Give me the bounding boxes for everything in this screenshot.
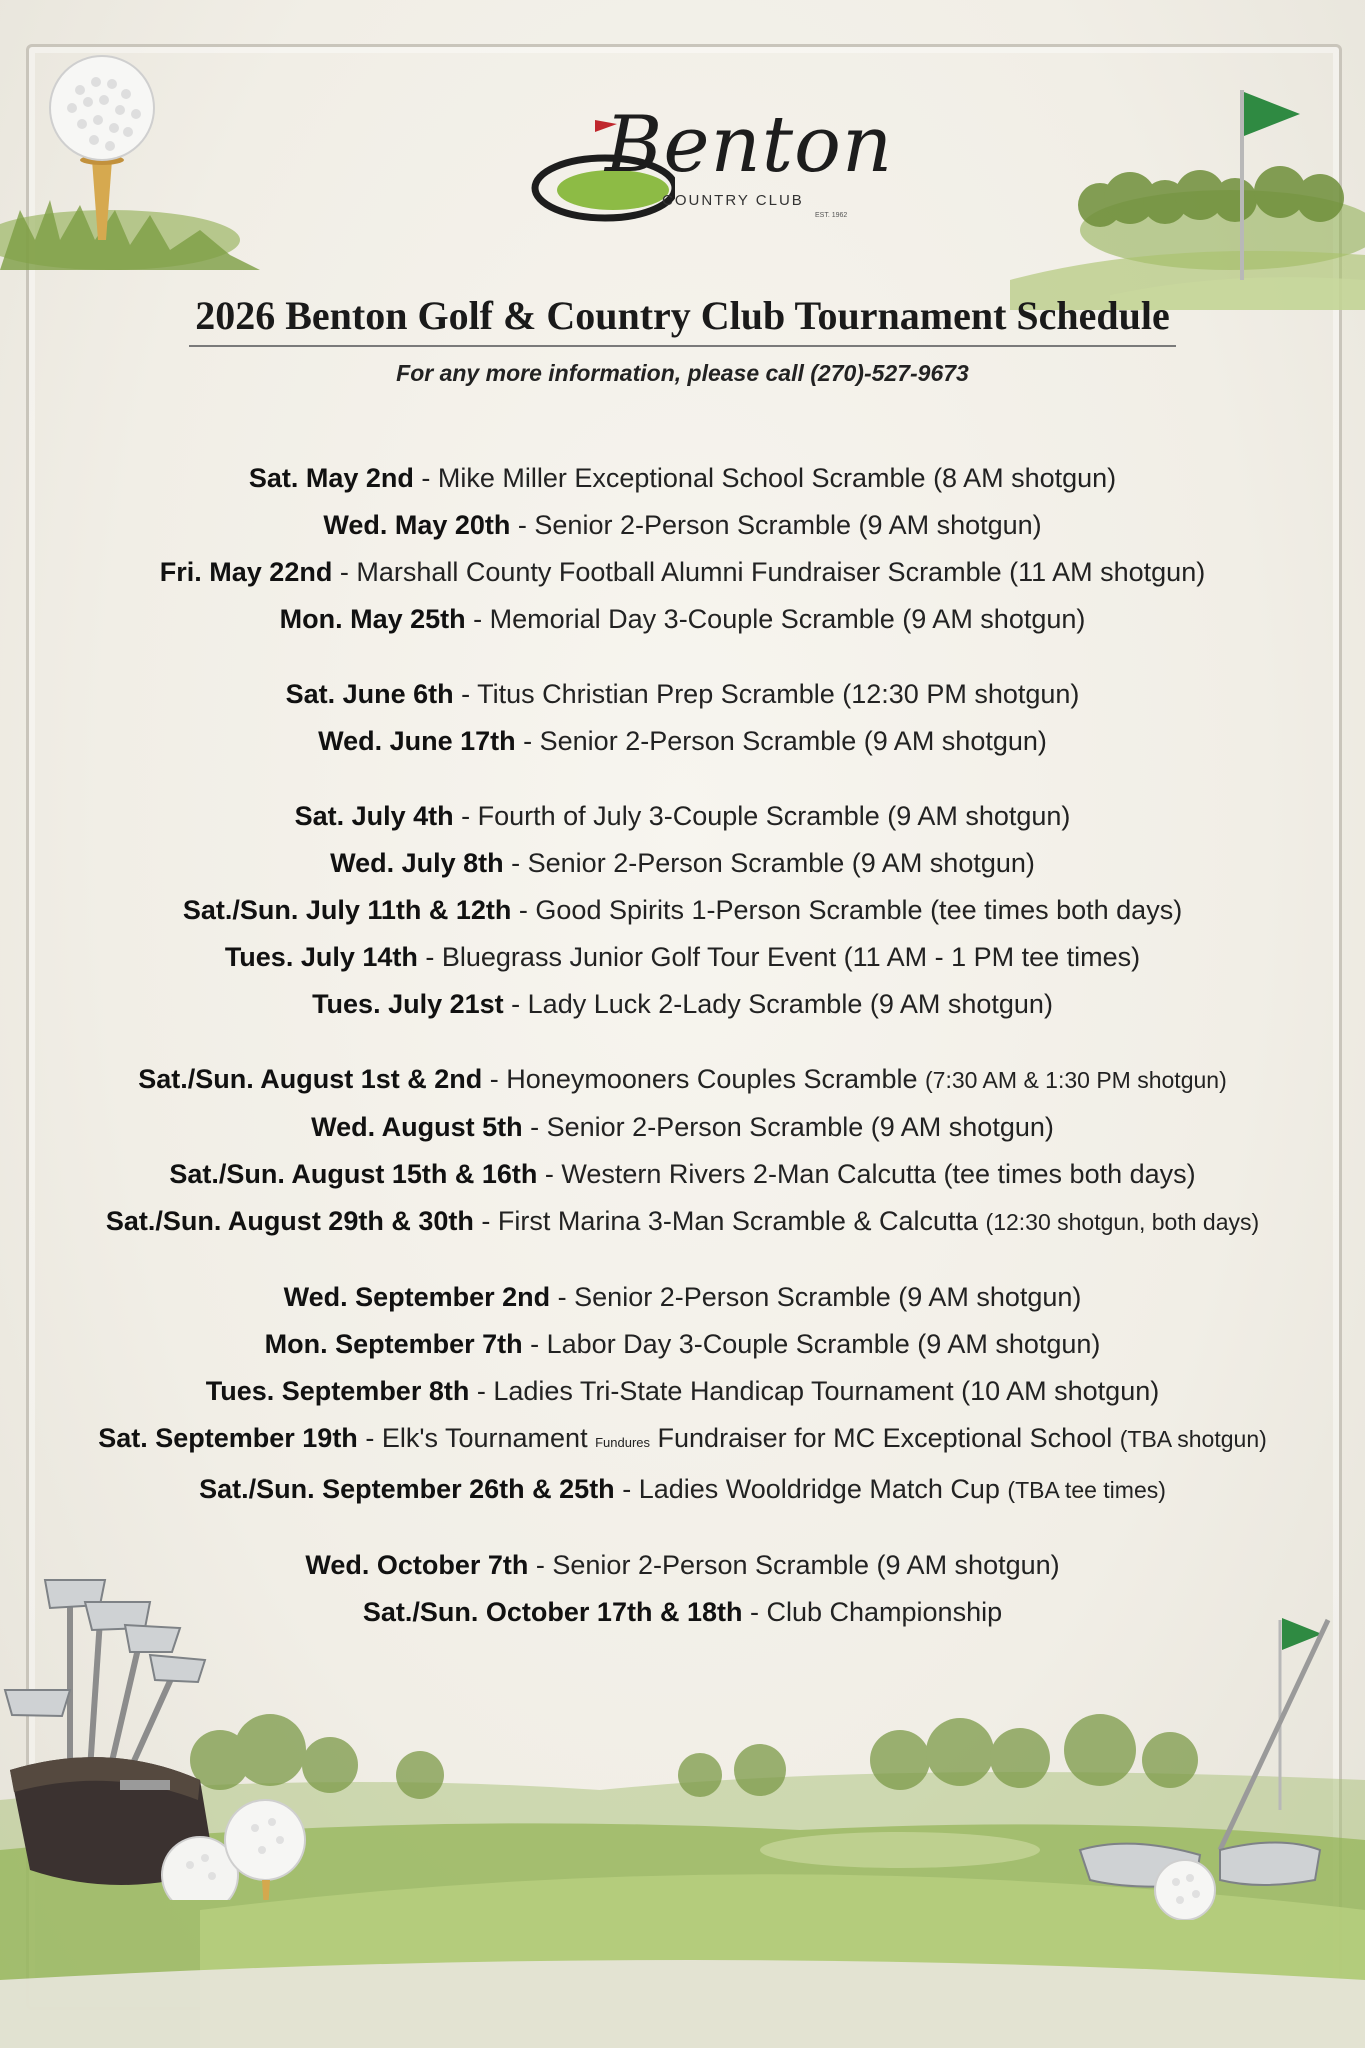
list-item: Wed. May 20th - Senior 2-Person Scramble (9 AM shotgun) — [323, 510, 1042, 540]
tournament-schedule — [0, 455, 1365, 1664]
list-item: Sat./Sun. October 17th & 18th - Club Championship — [362, 1597, 1003, 1627]
month-group-may — [0, 455, 1365, 643]
list-item: Sat./Sun. August 1st & 2nd - Honeymooners Couples Scramble (7:30 AM & 1:30 PM shotgun) — [138, 1064, 1227, 1094]
golf-bag-illustration — [0, 1540, 320, 1900]
list-item: Wed. October 7th - Senior 2-Person Scramble (9 AM shotgun) — [305, 1550, 1060, 1580]
contact-line: For any more information, please call (270)-527-9673 — [396, 360, 969, 386]
list-item: Sat. July 4th - Fourth of July 3-Couple Scramble (9 AM shotgun) — [294, 801, 1071, 831]
list-item: Wed. July 8th - Senior 2-Person Scramble (9 AM shotgun) — [330, 848, 1035, 878]
list-item: Sat./Sun. August 29th & 30th - First Marina 3-Man Scramble & Calcutta (12:30 shotgun, both days) — [105, 1206, 1260, 1236]
month-group-september — [0, 1274, 1365, 1514]
list-item: Sat./Sun. August 15th & 16th - Western Rivers 2-Man Calcutta (tee times both days) — [169, 1159, 1196, 1189]
list-item: Wed. September 2nd - Senior 2-Person Scramble (9 AM shotgun) — [283, 1282, 1082, 1312]
list-item: Sat./Sun. September 26th & 25th - Ladies Wooldridge Match Cup (TBA tee times) — [199, 1474, 1166, 1504]
list-item: Sat. September 19th - Elk's Tournament Fundures Fundraiser for MC Exceptional School (TBA shotgun) — [98, 1423, 1267, 1453]
logo-subtitle: COUNTRY CLUB — [662, 192, 804, 209]
list-item: Sat. June 6th - Titus Christian Prep Scramble (12:30 PM shotgun) — [285, 679, 1080, 709]
month-group-august — [0, 1056, 1365, 1246]
list-item: Fri. May 22nd - Marshall County Football Alumni Fundraiser Scramble (11 AM shotgun) — [159, 557, 1206, 587]
list-item: Wed. August 5th - Senior 2-Person Scramble (9 AM shotgun) — [311, 1112, 1054, 1142]
flag-green-illustration — [1010, 80, 1365, 310]
month-group-july — [0, 793, 1365, 1028]
page-title: 2026 Benton Golf & Country Club Tournament Schedule — [0, 292, 1365, 347]
logo-est: EST. 1962 — [815, 212, 848, 219]
list-item: Sat. May 2nd - Mike Miller Exceptional School Scramble (8 AM shotgun) — [248, 463, 1117, 493]
month-group-june — [0, 671, 1365, 765]
flag-and-club-illustration — [1070, 1600, 1365, 1920]
list-item: Wed. June 17th - Senior 2-Person Scramble (9 AM shotgun) — [318, 726, 1047, 756]
logo-wordmark: Benton — [605, 100, 894, 190]
list-item: Mon. September 7th - Labor Day 3-Couple Scramble (9 AM shotgun) — [264, 1329, 1101, 1359]
list-item: Tues. July 21st - Lady Luck 2-Lady Scramble (9 AM shotgun) — [312, 989, 1053, 1019]
golf-ball-tee-illustration — [0, 40, 260, 270]
list-item: Tues. September 8th - Ladies Tri-State Handicap Tournament (10 AM shotgun) — [205, 1376, 1160, 1406]
list-item: Mon. May 25th - Memorial Day 3-Couple Scramble (9 AM shotgun) — [279, 604, 1086, 634]
benton-logo — [525, 100, 894, 230]
list-item: Tues. July 14th - Bluegrass Junior Golf Tour Event (11 AM - 1 PM tee times) — [224, 942, 1141, 972]
list-item: Sat./Sun. July 11th & 12th - Good Spirits 1-Person Scramble (tee times both days) — [182, 895, 1183, 925]
